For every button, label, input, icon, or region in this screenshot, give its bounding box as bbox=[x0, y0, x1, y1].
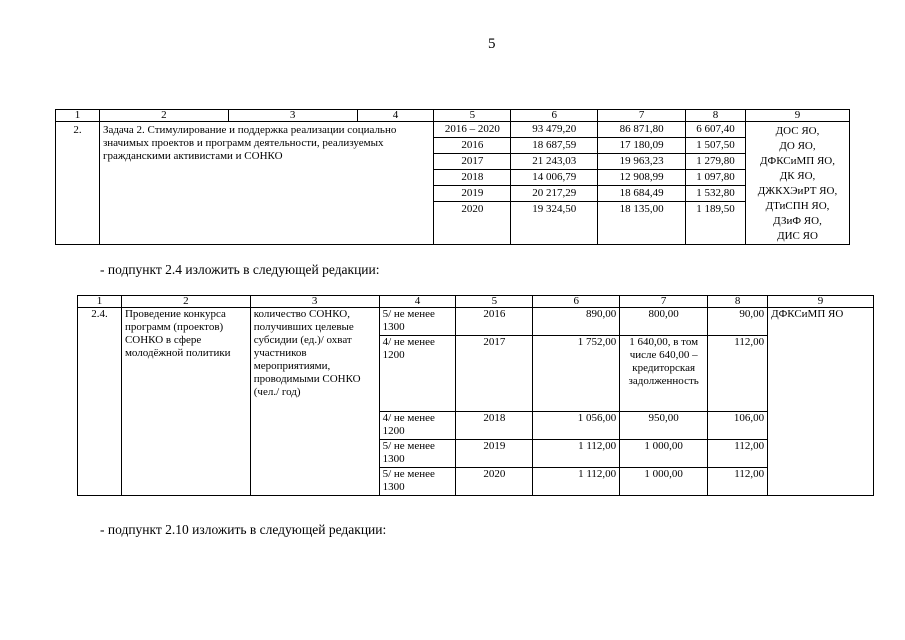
executor: ДТиСПН ЯО, bbox=[765, 200, 830, 212]
col8-cell bbox=[686, 122, 746, 245]
table-task-2 bbox=[55, 109, 850, 245]
paragraph-2-4: - подпункт 2.4 изложить в следующей редакции: bbox=[100, 262, 380, 277]
col8-value: 112,00 bbox=[708, 336, 768, 412]
header-cell: 4 bbox=[357, 110, 434, 122]
total-value: 20 217,29 bbox=[511, 186, 597, 202]
col8-value: 1 507,50 bbox=[686, 138, 745, 154]
total-value: 18 687,59 bbox=[511, 138, 597, 154]
year-value: 2020 bbox=[461, 203, 484, 215]
indicator-value: 5/ не менее 1300 bbox=[379, 440, 456, 468]
years-cell bbox=[434, 122, 511, 245]
year-value: 2018 bbox=[456, 412, 533, 440]
row-number: 2. bbox=[56, 122, 100, 245]
page-number: 5 bbox=[488, 36, 496, 52]
table-header-row bbox=[56, 110, 850, 122]
col7-value: 19 963,23 bbox=[598, 154, 685, 170]
total-value: 93 479,20 bbox=[511, 122, 597, 138]
indicator: количество СОНКО, получивших целевые субсидии (ед.)/ охват участников мероприятиями, проводимыми СОНКО (чел./ год) bbox=[250, 308, 379, 496]
event-name: Проведение конкурса программ (проектов) СОНКО в сфере молодёжной политики bbox=[121, 308, 250, 496]
col7-value: 1 640,00, в том числе 640,00 – кредиторская задолженность bbox=[620, 336, 708, 412]
col7-cell bbox=[598, 122, 686, 245]
year-value: 2016 bbox=[456, 308, 533, 336]
table-item-2-4 bbox=[77, 295, 874, 496]
header-cell: 9 bbox=[746, 110, 850, 122]
col7-value: 800,00 bbox=[620, 308, 708, 336]
table-row bbox=[78, 308, 874, 336]
header-cell: 7 bbox=[620, 296, 708, 308]
year-value: 2016 bbox=[434, 138, 510, 154]
total-value: 21 243,03 bbox=[511, 154, 597, 170]
col7-value: 12 908,99 bbox=[598, 170, 685, 186]
year-value: 2016 – 2020 bbox=[434, 122, 510, 138]
col8-value: 90,00 bbox=[708, 308, 768, 336]
col7-value: 18 135,00 bbox=[619, 203, 664, 215]
executor: ДК ЯО, bbox=[779, 170, 816, 182]
indicator-value: 4/ не менее 1200 bbox=[379, 336, 456, 412]
total-value: 1 112,00 bbox=[533, 468, 620, 496]
total-value: 1 056,00 bbox=[533, 412, 620, 440]
total-cell bbox=[511, 122, 598, 245]
paragraph-2-10: - подпункт 2.10 изложить в следующей редакции: bbox=[100, 522, 387, 537]
executor: ДЗиФ ЯО, bbox=[773, 215, 822, 227]
year-value: 2017 bbox=[456, 336, 533, 412]
col8-value: 1 279,80 bbox=[686, 154, 745, 170]
col8-value: 112,00 bbox=[708, 468, 768, 496]
col8-value: 1 532,80 bbox=[686, 186, 745, 202]
header-cell: 2 bbox=[99, 110, 228, 122]
executor: ДИС ЯО bbox=[777, 230, 818, 242]
task-description: Задача 2. Стимулирование и поддержка реализации социально значимых проектов и программ деятельности, реализуемых гражданскими активистами и СОНКО bbox=[99, 122, 433, 245]
total-value: 1 752,00 bbox=[533, 336, 620, 412]
header-cell: 8 bbox=[686, 110, 746, 122]
total-value: 890,00 bbox=[533, 308, 620, 336]
header-cell: 3 bbox=[250, 296, 379, 308]
col8-value: 112,00 bbox=[708, 440, 768, 468]
executor: ДФКСиМП ЯО bbox=[768, 308, 874, 496]
table-header-row bbox=[78, 296, 874, 308]
indicator-value: 5/ не менее 1300 bbox=[379, 468, 456, 496]
header-cell: 1 bbox=[56, 110, 100, 122]
col7-value: 950,00 bbox=[620, 412, 708, 440]
year-value: 2019 bbox=[434, 186, 510, 202]
executor: ДФКСиМП ЯО, bbox=[760, 155, 835, 167]
col7-value: 86 871,80 bbox=[598, 122, 685, 138]
executor: ДЖКХЭиРТ ЯО, bbox=[757, 185, 838, 197]
col7-value: 1 000,00 bbox=[620, 468, 708, 496]
year-value: 2019 bbox=[456, 440, 533, 468]
header-cell: 1 bbox=[78, 296, 122, 308]
col8-value: 6 607,40 bbox=[686, 122, 745, 138]
col8-value: 1 189,50 bbox=[696, 203, 735, 215]
header-cell: 6 bbox=[511, 110, 598, 122]
header-cell: 2 bbox=[121, 296, 250, 308]
header-cell: 5 bbox=[456, 296, 533, 308]
header-cell: 7 bbox=[598, 110, 686, 122]
col7-value: 17 180,09 bbox=[598, 138, 685, 154]
year-value: 2020 bbox=[456, 468, 533, 496]
total-value: 19 324,50 bbox=[532, 203, 577, 215]
header-cell: 4 bbox=[379, 296, 456, 308]
executor: ДО ЯО, bbox=[779, 140, 816, 152]
executor: ДОС ЯО, bbox=[775, 125, 820, 137]
total-value: 14 006,79 bbox=[511, 170, 597, 186]
row-number: 2.4. bbox=[78, 308, 122, 496]
header-cell: 8 bbox=[708, 296, 768, 308]
header-cell: 3 bbox=[228, 110, 357, 122]
year-value: 2017 bbox=[434, 154, 510, 170]
col7-value: 18 684,49 bbox=[598, 186, 685, 202]
col7-value: 1 000,00 bbox=[620, 440, 708, 468]
indicator-value: 4/ не менее 1200 bbox=[379, 412, 456, 440]
year-value: 2018 bbox=[434, 170, 510, 186]
header-cell: 6 bbox=[533, 296, 620, 308]
header-cell: 9 bbox=[768, 296, 874, 308]
col8-value: 106,00 bbox=[708, 412, 768, 440]
executors-cell bbox=[746, 122, 850, 245]
col8-value: 1 097,80 bbox=[686, 170, 745, 186]
total-value: 1 112,00 bbox=[533, 440, 620, 468]
table-row bbox=[56, 122, 850, 245]
indicator-value: 5/ не менее 1300 bbox=[379, 308, 456, 336]
header-cell: 5 bbox=[434, 110, 511, 122]
